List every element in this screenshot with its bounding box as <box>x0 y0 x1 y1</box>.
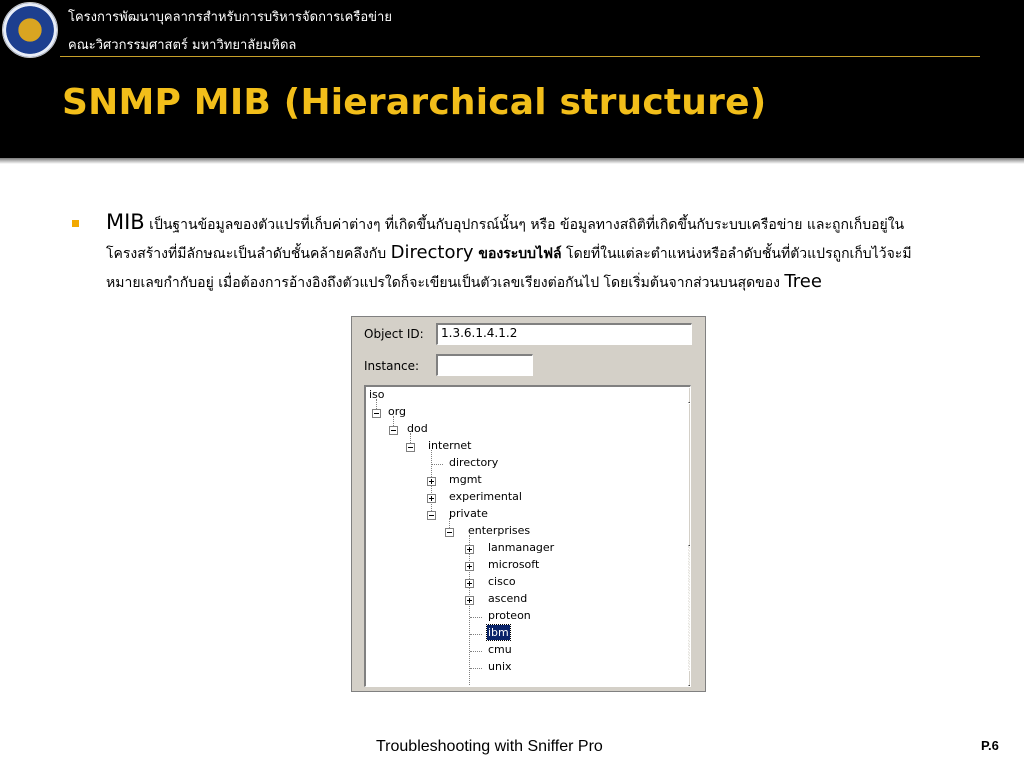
body-segment-2: ของระบบไฟล์ <box>473 246 562 262</box>
expand-icon[interactable] <box>465 545 474 554</box>
slide-title: SNMP MIB (Hierarchical structure) <box>62 82 767 123</box>
tree-node-enterprises[interactable]: enterprises <box>468 524 531 537</box>
tree-node-mgmt[interactable]: mgmt <box>449 473 482 486</box>
header-shadow <box>0 158 1024 164</box>
scrollbar-thumb[interactable] <box>688 403 691 546</box>
tree-node-experimental[interactable]: experimental <box>449 490 522 503</box>
organization-line-2: คณะวิศวกรรมศาสตร์ มหาวิทยาลัยมหิดล <box>68 38 297 53</box>
tree-node-iso[interactable]: iso <box>369 388 385 401</box>
scroll-up-button[interactable] <box>688 387 691 403</box>
organization-line-1: โครงการพัฒนาบุคลากรสำหรับการบริหารจัดการเครือข่าย <box>68 10 392 25</box>
tree-connector <box>470 651 482 652</box>
tree-node-unix[interactable]: unix <box>488 660 512 673</box>
tree-node-lanmanager[interactable]: lanmanager <box>488 541 555 554</box>
mib-term: MIB <box>106 210 145 234</box>
mib-tree-view[interactable] <box>364 385 691 687</box>
body-paragraph <box>106 208 966 297</box>
collapse-icon[interactable] <box>389 426 398 435</box>
tree-node-cisco[interactable]: cisco <box>488 575 516 588</box>
tree-node-microsoft[interactable]: microsoft <box>488 558 540 571</box>
tree-node-ascend[interactable]: ascend <box>488 592 528 605</box>
tree-node-private[interactable]: private <box>449 507 488 520</box>
body-segment-1: เป็นฐานข้อมูลของตัวแปรที่เก็บค่าต่างๆ ที่เกิดขึ้นกับอุปกรณ์นั้นๆ หรือ ข้อมูลทางสถิติที่เกิดขึ้นกับระบบเครือข่าย และถูกเก็บอยู่ในโครงสร้างที่มีลักษณะเป็นลำดับชั้นคล้ายคลึงกับ <box>106 217 905 262</box>
tree-node-dod[interactable]: dod <box>407 422 428 435</box>
tree-node-ibm-selected[interactable]: ibm <box>488 626 509 639</box>
mib-browser-panel <box>351 316 706 692</box>
expand-icon[interactable] <box>427 494 436 503</box>
tree-scrollbar[interactable] <box>688 387 691 686</box>
instance-field[interactable] <box>436 354 533 376</box>
directory-term: Directory <box>390 242 474 263</box>
tree-node-cmu[interactable]: cmu <box>488 643 512 656</box>
tree-node-org[interactable]: org <box>388 405 407 418</box>
expand-icon[interactable] <box>465 596 474 605</box>
expand-icon[interactable] <box>427 477 436 486</box>
tree-connector <box>469 535 470 687</box>
expand-icon[interactable] <box>465 579 474 588</box>
instance-label: Instance: <box>364 359 420 373</box>
collapse-icon[interactable] <box>427 511 436 520</box>
object-id-label: Object ID: <box>364 327 424 341</box>
page-number: P.6 <box>981 738 999 753</box>
body-segment-3: โดยที่ในแต่ละตำแหน่งหรือลำดับชั้นที่ตัวแปรถูกเก็บไว้จะมีหมายเลขกำกับอยู่ เมื่อต้องการอ้างอิงถึงตัวแปรใดก็จะเขียนเป็นตัวเลขเรียงต่อกันไป โดยเริ่มต้นจากส่วนบนสุดของ <box>106 246 912 291</box>
collapse-icon[interactable] <box>406 443 415 452</box>
tree-connector <box>470 668 482 669</box>
bullet-icon <box>72 220 79 227</box>
footer-title: Troubleshooting with Sniffer Pro <box>376 738 603 755</box>
object-id-field[interactable]: 1.3.6.1.4.1.2 <box>436 323 692 345</box>
tree-connector <box>470 634 482 635</box>
tree-node-proteon[interactable]: proteon <box>488 609 531 622</box>
tree-node-directory[interactable]: directory <box>449 456 499 469</box>
scroll-down-button[interactable] <box>688 670 691 686</box>
tree-term: Tree <box>784 271 822 292</box>
collapse-icon[interactable] <box>445 528 454 537</box>
header-band <box>0 0 1024 158</box>
expand-icon[interactable] <box>465 562 474 571</box>
tree-connector <box>432 464 443 465</box>
tree-node-internet[interactable]: internet <box>428 439 472 452</box>
university-seal-logo <box>2 2 58 58</box>
collapse-icon[interactable] <box>372 409 381 418</box>
header-divider <box>60 56 980 57</box>
tree-connector <box>470 617 482 618</box>
